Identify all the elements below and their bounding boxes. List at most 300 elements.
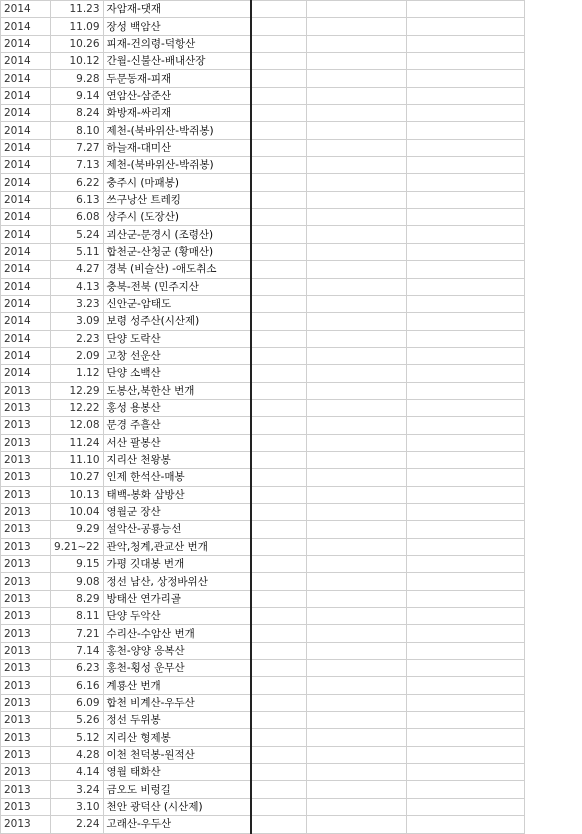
empty-cell[interactable] xyxy=(406,18,524,35)
year-cell[interactable]: 2013 xyxy=(1,417,51,434)
date-cell[interactable]: 4.13 xyxy=(51,278,104,295)
place-cell[interactable]: 홍천-양양 응복산 xyxy=(103,642,251,659)
date-cell[interactable]: 8.24 xyxy=(51,105,104,122)
place-cell[interactable]: 하늘재-대미산 xyxy=(103,139,251,156)
date-cell[interactable]: 9.21~22 xyxy=(51,538,104,555)
place-cell[interactable]: 상주시 (도장산) xyxy=(103,209,251,226)
empty-cell[interactable] xyxy=(406,105,524,122)
year-cell[interactable]: 2013 xyxy=(1,798,51,815)
year-cell[interactable]: 2013 xyxy=(1,746,51,763)
date-cell[interactable]: 1.12 xyxy=(51,365,104,382)
year-cell[interactable]: 2013 xyxy=(1,816,51,833)
year-cell[interactable]: 2013 xyxy=(1,556,51,573)
place-cell[interactable]: 합천군-산청군 (황매산) xyxy=(103,243,251,260)
empty-cell[interactable] xyxy=(251,35,307,52)
empty-cell[interactable] xyxy=(306,503,406,520)
empty-cell[interactable] xyxy=(406,816,524,833)
year-cell[interactable]: 2014 xyxy=(1,18,51,35)
empty-cell[interactable] xyxy=(306,70,406,87)
table-row xyxy=(1,295,525,312)
empty-cell[interactable] xyxy=(306,105,406,122)
empty-cell[interactable] xyxy=(306,209,406,226)
empty-cell[interactable] xyxy=(251,486,307,503)
empty-cell[interactable] xyxy=(251,347,307,364)
year-cell[interactable]: 2013 xyxy=(1,712,51,729)
date-cell[interactable]: 5.12 xyxy=(51,729,104,746)
empty-cell[interactable] xyxy=(406,746,524,763)
empty-cell[interactable] xyxy=(406,330,524,347)
empty-cell[interactable] xyxy=(251,417,307,434)
empty-cell[interactable] xyxy=(251,816,307,833)
empty-cell[interactable] xyxy=(306,365,406,382)
place-cell[interactable]: 충주시 (마패봉) xyxy=(103,174,251,191)
empty-cell[interactable] xyxy=(406,538,524,555)
date-cell[interactable]: 9.14 xyxy=(51,87,104,104)
empty-cell[interactable] xyxy=(251,243,307,260)
empty-cell[interactable] xyxy=(406,209,524,226)
empty-cell[interactable] xyxy=(251,503,307,520)
date-cell[interactable]: 5.11 xyxy=(51,243,104,260)
empty-cell[interactable] xyxy=(251,451,307,468)
empty-cell[interactable] xyxy=(251,382,307,399)
empty-cell[interactable] xyxy=(251,122,307,139)
date-cell[interactable]: 6.09 xyxy=(51,694,104,711)
empty-cell[interactable] xyxy=(306,556,406,573)
place-cell[interactable]: 괴산군-문경시 (조령산) xyxy=(103,226,251,243)
empty-cell[interactable] xyxy=(306,330,406,347)
year-cell[interactable]: 2013 xyxy=(1,781,51,798)
year-cell[interactable]: 2014 xyxy=(1,53,51,70)
empty-cell[interactable] xyxy=(306,139,406,156)
year-cell[interactable]: 2014 xyxy=(1,1,51,18)
empty-cell[interactable] xyxy=(251,469,307,486)
year-cell[interactable]: 2013 xyxy=(1,677,51,694)
place-cell[interactable]: 가평 깃대봉 번개 xyxy=(103,556,251,573)
place-cell[interactable]: 충북-전북 (민주지산 xyxy=(103,278,251,295)
date-cell[interactable]: 8.29 xyxy=(51,590,104,607)
date-cell[interactable]: 2.23 xyxy=(51,330,104,347)
empty-cell[interactable] xyxy=(251,105,307,122)
place-cell[interactable]: 천안 광덕산 (시산제) xyxy=(103,798,251,815)
empty-cell[interactable] xyxy=(406,712,524,729)
empty-cell[interactable] xyxy=(251,365,307,382)
empty-cell[interactable] xyxy=(306,573,406,590)
empty-cell[interactable] xyxy=(251,798,307,815)
empty-cell[interactable] xyxy=(306,347,406,364)
place-cell[interactable]: 제천-(북바위산-박쥐봉) xyxy=(103,122,251,139)
empty-cell[interactable] xyxy=(306,538,406,555)
empty-cell[interactable] xyxy=(306,434,406,451)
date-cell[interactable]: 7.13 xyxy=(51,157,104,174)
empty-cell[interactable] xyxy=(406,365,524,382)
date-cell[interactable]: 11.10 xyxy=(51,451,104,468)
empty-cell[interactable] xyxy=(406,278,524,295)
empty-cell[interactable] xyxy=(306,469,406,486)
date-cell[interactable]: 12.22 xyxy=(51,399,104,416)
empty-cell[interactable] xyxy=(251,295,307,312)
date-cell[interactable]: 11.24 xyxy=(51,434,104,451)
place-cell[interactable]: 제천-(북바위산-박쥐봉) xyxy=(103,157,251,174)
empty-cell[interactable] xyxy=(306,417,406,434)
place-cell[interactable]: 문경 주흘산 xyxy=(103,417,251,434)
place-cell[interactable]: 금오도 비렁길 xyxy=(103,781,251,798)
empty-cell[interactable] xyxy=(306,608,406,625)
empty-cell[interactable] xyxy=(406,191,524,208)
date-cell[interactable]: 8.11 xyxy=(51,608,104,625)
place-cell[interactable]: 관악,청계,관교산 번개 xyxy=(103,538,251,555)
empty-cell[interactable] xyxy=(406,157,524,174)
year-cell[interactable]: 2013 xyxy=(1,434,51,451)
empty-cell[interactable] xyxy=(306,53,406,70)
date-cell[interactable]: 6.08 xyxy=(51,209,104,226)
empty-cell[interactable] xyxy=(406,70,524,87)
empty-cell[interactable] xyxy=(306,18,406,35)
table-row xyxy=(1,139,525,156)
date-cell[interactable]: 5.24 xyxy=(51,226,104,243)
empty-cell[interactable] xyxy=(251,18,307,35)
year-cell[interactable]: 2013 xyxy=(1,729,51,746)
date-cell[interactable]: 3.23 xyxy=(51,295,104,312)
year-cell[interactable]: 2013 xyxy=(1,521,51,538)
date-cell[interactable]: 2.09 xyxy=(51,347,104,364)
table-row xyxy=(1,608,525,625)
empty-cell[interactable] xyxy=(306,712,406,729)
date-cell[interactable]: 6.16 xyxy=(51,677,104,694)
empty-cell[interactable] xyxy=(306,243,406,260)
place-cell[interactable]: 장성 백암산 xyxy=(103,18,251,35)
year-cell[interactable]: 2014 xyxy=(1,87,51,104)
place-cell[interactable]: 도봉산,북한산 번개 xyxy=(103,382,251,399)
empty-cell[interactable] xyxy=(251,313,307,330)
place-cell[interactable]: 합천 비계산-우두산 xyxy=(103,694,251,711)
year-cell[interactable]: 2013 xyxy=(1,764,51,781)
year-cell[interactable]: 2014 xyxy=(1,295,51,312)
empty-cell[interactable] xyxy=(251,608,307,625)
empty-cell[interactable] xyxy=(251,781,307,798)
empty-cell[interactable] xyxy=(406,87,524,104)
date-cell[interactable]: 7.21 xyxy=(51,625,104,642)
date-cell[interactable]: 10.12 xyxy=(51,53,104,70)
table-row xyxy=(1,365,525,382)
place-cell[interactable]: 서산 팔봉산 xyxy=(103,434,251,451)
empty-cell[interactable] xyxy=(406,781,524,798)
date-cell[interactable]: 10.26 xyxy=(51,35,104,52)
empty-cell[interactable] xyxy=(251,729,307,746)
empty-cell[interactable] xyxy=(251,590,307,607)
empty-cell[interactable] xyxy=(406,556,524,573)
place-cell[interactable]: 영월 태화산 xyxy=(103,764,251,781)
empty-cell[interactable] xyxy=(406,660,524,677)
place-cell[interactable]: 정선 두위봉 xyxy=(103,712,251,729)
date-cell[interactable]: 12.08 xyxy=(51,417,104,434)
place-cell[interactable]: 보령 성주산(시산제) xyxy=(103,313,251,330)
date-cell[interactable]: 9.08 xyxy=(51,573,104,590)
empty-cell[interactable] xyxy=(251,157,307,174)
empty-cell[interactable] xyxy=(406,798,524,815)
date-cell[interactable]: 10.27 xyxy=(51,469,104,486)
table-row xyxy=(1,382,525,399)
empty-cell[interactable] xyxy=(406,729,524,746)
empty-cell[interactable] xyxy=(306,295,406,312)
empty-cell[interactable] xyxy=(306,1,406,18)
date-cell[interactable]: 5.26 xyxy=(51,712,104,729)
place-cell[interactable]: 두문동재-피재 xyxy=(103,70,251,87)
table-row xyxy=(1,590,525,607)
empty-cell[interactable] xyxy=(251,53,307,70)
empty-cell[interactable] xyxy=(406,1,524,18)
empty-cell[interactable] xyxy=(406,399,524,416)
place-cell[interactable]: 계룡산 번개 xyxy=(103,677,251,694)
empty-cell[interactable] xyxy=(306,694,406,711)
empty-cell[interactable] xyxy=(406,608,524,625)
year-cell[interactable]: 2013 xyxy=(1,469,51,486)
year-cell[interactable]: 2014 xyxy=(1,70,51,87)
empty-cell[interactable] xyxy=(406,521,524,538)
empty-cell[interactable] xyxy=(251,434,307,451)
empty-cell[interactable] xyxy=(251,139,307,156)
year-cell[interactable]: 2013 xyxy=(1,590,51,607)
table-row xyxy=(1,122,525,139)
year-cell[interactable]: 2014 xyxy=(1,330,51,347)
place-cell[interactable]: 고래산-우두산 xyxy=(103,816,251,833)
empty-cell[interactable] xyxy=(306,174,406,191)
empty-cell[interactable] xyxy=(406,625,524,642)
year-cell[interactable]: 2013 xyxy=(1,625,51,642)
place-cell[interactable]: 피재-건의령-덕항산 xyxy=(103,35,251,52)
date-cell[interactable]: 10.04 xyxy=(51,503,104,520)
date-cell[interactable]: 6.13 xyxy=(51,191,104,208)
empty-cell[interactable] xyxy=(251,712,307,729)
empty-cell[interactable] xyxy=(406,139,524,156)
empty-cell[interactable] xyxy=(406,347,524,364)
date-cell[interactable]: 9.15 xyxy=(51,556,104,573)
empty-cell[interactable] xyxy=(251,556,307,573)
empty-cell[interactable] xyxy=(406,261,524,278)
empty-cell[interactable] xyxy=(251,677,307,694)
empty-cell[interactable] xyxy=(406,677,524,694)
place-cell[interactable]: 인제 한석산-매봉 xyxy=(103,469,251,486)
year-cell[interactable]: 2014 xyxy=(1,347,51,364)
empty-cell[interactable] xyxy=(306,590,406,607)
empty-cell[interactable] xyxy=(406,295,524,312)
year-cell[interactable]: 2013 xyxy=(1,399,51,416)
place-cell[interactable]: 쓰구낭산 트레킹 xyxy=(103,191,251,208)
year-cell[interactable]: 2014 xyxy=(1,157,51,174)
empty-cell[interactable] xyxy=(306,677,406,694)
place-cell[interactable]: 홍천-횡성 운무산 xyxy=(103,660,251,677)
date-cell[interactable]: 6.23 xyxy=(51,660,104,677)
year-cell[interactable]: 2014 xyxy=(1,226,51,243)
date-cell[interactable]: 3.24 xyxy=(51,781,104,798)
empty-cell[interactable] xyxy=(251,1,307,18)
empty-cell[interactable] xyxy=(406,434,524,451)
year-cell[interactable]: 2014 xyxy=(1,365,51,382)
empty-cell[interactable] xyxy=(251,261,307,278)
year-cell[interactable]: 2014 xyxy=(1,122,51,139)
empty-cell[interactable] xyxy=(406,313,524,330)
date-cell[interactable]: 11.09 xyxy=(51,18,104,35)
year-cell[interactable]: 2013 xyxy=(1,503,51,520)
year-cell[interactable]: 2014 xyxy=(1,313,51,330)
year-cell[interactable]: 2014 xyxy=(1,139,51,156)
year-cell[interactable]: 2014 xyxy=(1,209,51,226)
year-cell[interactable]: 2013 xyxy=(1,451,51,468)
place-cell[interactable]: 수리산-수암산 번개 xyxy=(103,625,251,642)
empty-cell[interactable] xyxy=(406,469,524,486)
empty-cell[interactable] xyxy=(306,278,406,295)
place-cell[interactable]: 간월-신불산-배내산장 xyxy=(103,53,251,70)
date-cell[interactable]: 2.24 xyxy=(51,816,104,833)
date-cell[interactable]: 4.27 xyxy=(51,261,104,278)
place-cell[interactable]: 단양 도락산 xyxy=(103,330,251,347)
empty-cell[interactable] xyxy=(406,243,524,260)
date-cell[interactable]: 10.13 xyxy=(51,486,104,503)
year-cell[interactable]: 2013 xyxy=(1,660,51,677)
empty-cell[interactable] xyxy=(406,764,524,781)
empty-cell[interactable] xyxy=(306,746,406,763)
empty-cell[interactable] xyxy=(251,694,307,711)
empty-cell[interactable] xyxy=(251,399,307,416)
date-cell[interactable]: 3.10 xyxy=(51,798,104,815)
empty-cell[interactable] xyxy=(306,87,406,104)
table-row xyxy=(1,521,525,538)
empty-cell[interactable] xyxy=(306,313,406,330)
empty-cell[interactable] xyxy=(251,191,307,208)
date-cell[interactable]: 3.09 xyxy=(51,313,104,330)
place-cell[interactable]: 경북 (비슬산) -애도취소 xyxy=(103,261,251,278)
table-row xyxy=(1,712,525,729)
empty-cell[interactable] xyxy=(406,174,524,191)
empty-cell[interactable] xyxy=(406,573,524,590)
place-cell[interactable]: 지리산 천왕봉 xyxy=(103,451,251,468)
empty-cell[interactable] xyxy=(306,729,406,746)
empty-cell[interactable] xyxy=(251,573,307,590)
empty-cell[interactable] xyxy=(251,660,307,677)
date-cell[interactable]: 7.14 xyxy=(51,642,104,659)
date-cell[interactable]: 7.27 xyxy=(51,139,104,156)
year-cell[interactable]: 2013 xyxy=(1,538,51,555)
empty-cell[interactable] xyxy=(251,226,307,243)
table-row xyxy=(1,261,525,278)
empty-cell[interactable] xyxy=(251,538,307,555)
place-cell[interactable]: 태백-봉화 삼방산 xyxy=(103,486,251,503)
place-cell[interactable]: 설악산-공룡능선 xyxy=(103,521,251,538)
place-cell[interactable]: 신안군-암태도 xyxy=(103,295,251,312)
empty-cell[interactable] xyxy=(306,451,406,468)
empty-cell[interactable] xyxy=(306,399,406,416)
year-cell[interactable]: 2014 xyxy=(1,243,51,260)
table-row xyxy=(1,399,525,416)
empty-cell[interactable] xyxy=(306,191,406,208)
year-cell[interactable]: 2013 xyxy=(1,642,51,659)
place-cell[interactable]: 영월군 장산 xyxy=(103,503,251,520)
empty-cell[interactable] xyxy=(406,694,524,711)
date-cell[interactable]: 12.29 xyxy=(51,382,104,399)
date-cell[interactable]: 4.28 xyxy=(51,746,104,763)
place-cell[interactable]: 홍성 용봉산 xyxy=(103,399,251,416)
place-cell[interactable]: 연암산-삼준산 xyxy=(103,87,251,104)
empty-cell[interactable] xyxy=(406,382,524,399)
year-cell[interactable]: 2013 xyxy=(1,382,51,399)
date-cell[interactable]: 6.22 xyxy=(51,174,104,191)
empty-cell[interactable] xyxy=(406,590,524,607)
year-cell[interactable]: 2014 xyxy=(1,191,51,208)
year-cell[interactable]: 2014 xyxy=(1,35,51,52)
empty-cell[interactable] xyxy=(251,642,307,659)
place-cell[interactable]: 방태산 연가리골 xyxy=(103,590,251,607)
empty-cell[interactable] xyxy=(306,764,406,781)
empty-cell[interactable] xyxy=(406,417,524,434)
table-row xyxy=(1,87,525,104)
empty-cell[interactable] xyxy=(251,764,307,781)
date-cell[interactable]: 11.23 xyxy=(51,1,104,18)
empty-cell[interactable] xyxy=(306,798,406,815)
date-cell[interactable]: 8.10 xyxy=(51,122,104,139)
year-cell[interactable]: 2013 xyxy=(1,573,51,590)
empty-cell[interactable] xyxy=(306,382,406,399)
year-cell[interactable]: 2013 xyxy=(1,486,51,503)
empty-cell[interactable] xyxy=(406,226,524,243)
place-cell[interactable]: 지리산 형제봉 xyxy=(103,729,251,746)
place-cell[interactable]: 자암재-댓재 xyxy=(103,1,251,18)
empty-cell[interactable] xyxy=(406,642,524,659)
place-cell[interactable]: 고창 선운산 xyxy=(103,347,251,364)
empty-cell[interactable] xyxy=(306,642,406,659)
empty-cell[interactable] xyxy=(406,503,524,520)
year-cell[interactable]: 2014 xyxy=(1,278,51,295)
empty-cell[interactable] xyxy=(251,521,307,538)
place-cell[interactable]: 이천 천덕봉-원적산 xyxy=(103,746,251,763)
date-cell[interactable]: 9.29 xyxy=(51,521,104,538)
date-cell[interactable]: 9.28 xyxy=(51,70,104,87)
empty-cell[interactable] xyxy=(251,87,307,104)
empty-cell[interactable] xyxy=(251,174,307,191)
empty-cell[interactable] xyxy=(306,157,406,174)
year-cell[interactable]: 2013 xyxy=(1,694,51,711)
empty-cell[interactable] xyxy=(306,486,406,503)
empty-cell[interactable] xyxy=(251,746,307,763)
empty-cell[interactable] xyxy=(406,35,524,52)
empty-cell[interactable] xyxy=(306,781,406,798)
empty-cell[interactable] xyxy=(406,451,524,468)
place-cell[interactable]: 정선 남산, 상정바위산 xyxy=(103,573,251,590)
empty-cell[interactable] xyxy=(406,53,524,70)
empty-cell[interactable] xyxy=(306,816,406,833)
empty-cell[interactable] xyxy=(251,209,307,226)
place-cell[interactable]: 화방재-싸리재 xyxy=(103,105,251,122)
empty-cell[interactable] xyxy=(251,70,307,87)
empty-cell[interactable] xyxy=(406,122,524,139)
empty-cell[interactable] xyxy=(306,35,406,52)
empty-cell[interactable] xyxy=(306,122,406,139)
empty-cell[interactable] xyxy=(306,226,406,243)
year-cell[interactable]: 2014 xyxy=(1,261,51,278)
empty-cell[interactable] xyxy=(251,278,307,295)
empty-cell[interactable] xyxy=(251,625,307,642)
empty-cell[interactable] xyxy=(306,625,406,642)
date-cell[interactable]: 4.14 xyxy=(51,764,104,781)
place-cell[interactable]: 단양 두악산 xyxy=(103,608,251,625)
empty-cell[interactable] xyxy=(306,521,406,538)
empty-cell[interactable] xyxy=(406,486,524,503)
year-cell[interactable]: 2014 xyxy=(1,105,51,122)
empty-cell[interactable] xyxy=(306,660,406,677)
year-cell[interactable]: 2014 xyxy=(1,174,51,191)
empty-cell[interactable] xyxy=(251,330,307,347)
year-cell[interactable]: 2013 xyxy=(1,608,51,625)
place-cell[interactable]: 단양 소백산 xyxy=(103,365,251,382)
empty-cell[interactable] xyxy=(306,261,406,278)
